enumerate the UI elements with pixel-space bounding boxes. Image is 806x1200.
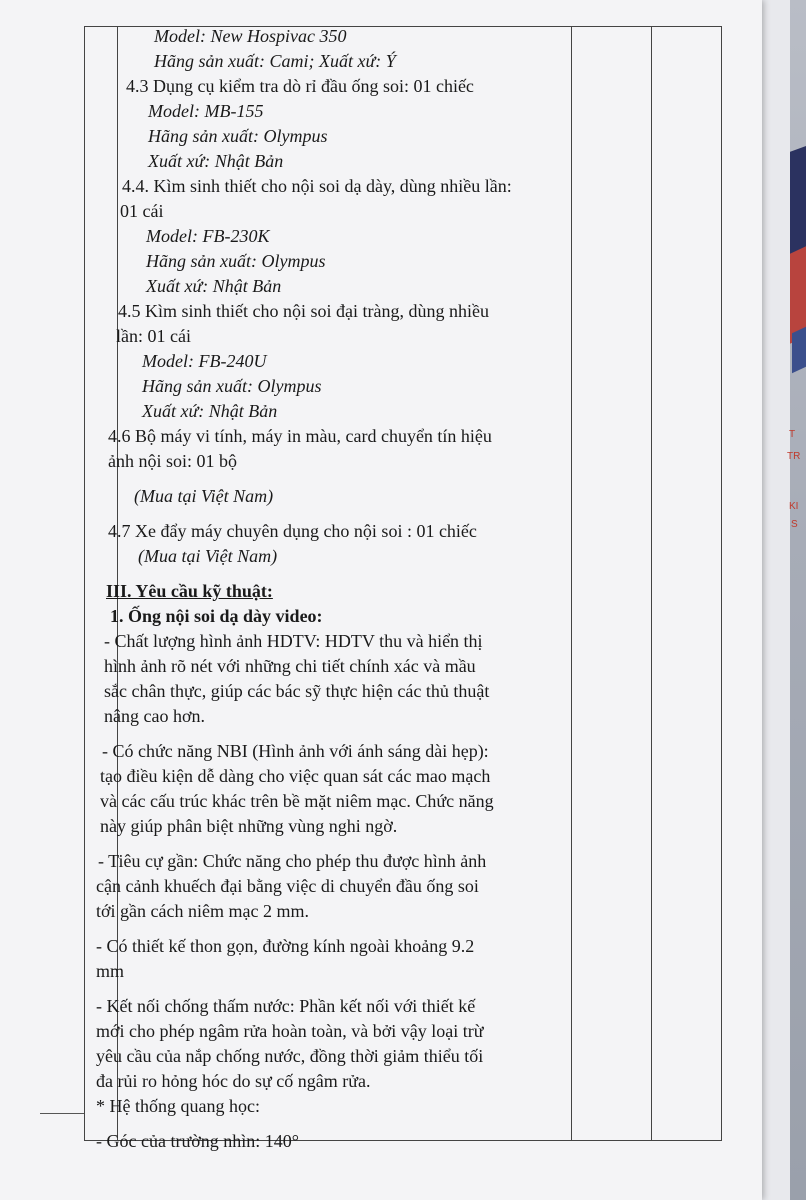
page-edge-stamp xyxy=(775,400,806,570)
text-line: mới cho phép ngâm rửa hoàn toàn, và bởi vậy loại trừ xyxy=(96,1021,484,1041)
stamp-mark: TR xyxy=(787,451,801,462)
text-line: Model: MB-155 xyxy=(148,101,264,121)
text-line: Xuất xứ: Nhật Bản xyxy=(146,276,282,296)
spec-cell-text xyxy=(96,24,574,1154)
text-line: Xuất xứ: Nhật Bản xyxy=(148,151,284,171)
text-line: * Hệ thống quang học: xyxy=(96,1096,260,1116)
text-line: cận cảnh khuếch đại bằng việc di chuyển đầu ống soi xyxy=(96,876,479,896)
text-line: Model: New Hospivac 350 xyxy=(154,26,347,46)
text-line: (Mua tại Việt Nam) xyxy=(134,486,274,506)
line-gap xyxy=(96,729,574,739)
text-line: tới gần cách niêm mạc 2 mm. xyxy=(96,901,309,921)
text-line: Hãng sản xuất: Olympus xyxy=(148,126,328,146)
text-line: Model: FB-230K xyxy=(146,226,270,246)
line-gap xyxy=(96,839,574,849)
text-line: hình ảnh rõ nét với những chi tiết chính xác và mầu xyxy=(104,656,476,676)
line-gap xyxy=(96,984,574,994)
table-rule xyxy=(40,1113,84,1114)
table-column-divider xyxy=(651,27,652,1140)
text-line: yêu cầu của nắp chống nước, đồng thời giảm thiểu tối xyxy=(96,1046,484,1066)
text-line: 1. Ống nội soi dạ dày video: xyxy=(110,606,323,626)
text-line: - Góc của trường nhìn: 140° xyxy=(96,1131,299,1151)
text-line: đa rủi ro hỏng hóc do sự cố ngâm rửa. xyxy=(96,1071,371,1091)
line-gap xyxy=(96,509,574,519)
text-line: Hãng sản xuất: Cami; Xuất xứ: Ý xyxy=(154,51,396,71)
text-line: sắc chân thực, giúp các bác sỹ thực hiện các thủ thuật xyxy=(104,681,490,701)
text-line: - Tiêu cự gần: Chức năng cho phép thu được hình ảnh xyxy=(98,851,487,871)
fabric-blue xyxy=(792,327,806,374)
text-line: nâng cao hơn. xyxy=(104,706,205,726)
stamp-mark: T xyxy=(789,429,796,440)
line-gap xyxy=(96,474,574,484)
text-line: - Chất lượng hình ảnh HDTV: HDTV thu và hiển thị xyxy=(104,631,483,651)
line-gap xyxy=(96,569,574,579)
text-line: 4.4. Kìm sinh thiết cho nội soi dạ dày, dùng nhiều lần: xyxy=(122,176,512,196)
text-line: 01 cái xyxy=(120,201,164,221)
text-line: Model: FB-240U xyxy=(142,351,267,371)
text-line: 4.6 Bộ máy vi tính, máy in màu, card chuyển tín hiệu xyxy=(108,426,492,446)
text-line: (Mua tại Việt Nam) xyxy=(138,546,278,566)
text-line: III. Yêu cầu kỹ thuật: xyxy=(106,581,273,601)
text-line: - Có thiết kế thon gọn, đường kính ngoài khoảng 9.2 xyxy=(96,936,475,956)
text-line: - Kết nối chống thấm nước: Phần kết nối với thiết kế xyxy=(96,996,476,1016)
text-line: 4.5 Kìm sinh thiết cho nội soi đại tràng, dùng nhiều xyxy=(118,301,489,321)
text-line: - Có chức năng NBI (Hình ảnh với ánh sáng dài hẹp): xyxy=(102,741,489,761)
text-line: mm xyxy=(96,961,125,981)
text-line: Hãng sản xuất: Olympus xyxy=(142,376,322,396)
stamp-mark: S xyxy=(791,519,798,530)
text-line: lần: 01 cái xyxy=(116,326,191,346)
text-line: tạo điều kiện dễ dàng cho việc quan sát các mao mạch xyxy=(100,766,491,786)
text-line: Hãng sản xuất: Olympus xyxy=(146,251,326,271)
line-gap xyxy=(96,1119,574,1129)
stamp-mark: KI xyxy=(789,501,799,512)
text-line: ảnh nội soi: 01 bộ xyxy=(108,451,237,471)
text-line: Xuất xứ: Nhật Bản xyxy=(142,401,278,421)
line-gap xyxy=(96,924,574,934)
text-line: 4.3 Dụng cụ kiểm tra dò rỉ đầu ống soi: 01 chiếc xyxy=(126,76,474,96)
text-line: và các cấu trúc khác trên bề mặt niêm mạc. Chức năng xyxy=(100,791,494,811)
text-line: 4.7 Xe đẩy máy chuyên dụng cho nội soi : 01 chiếc xyxy=(108,521,477,541)
text-line: này giúp phân biệt những vùng nghi ngờ. xyxy=(100,816,398,836)
